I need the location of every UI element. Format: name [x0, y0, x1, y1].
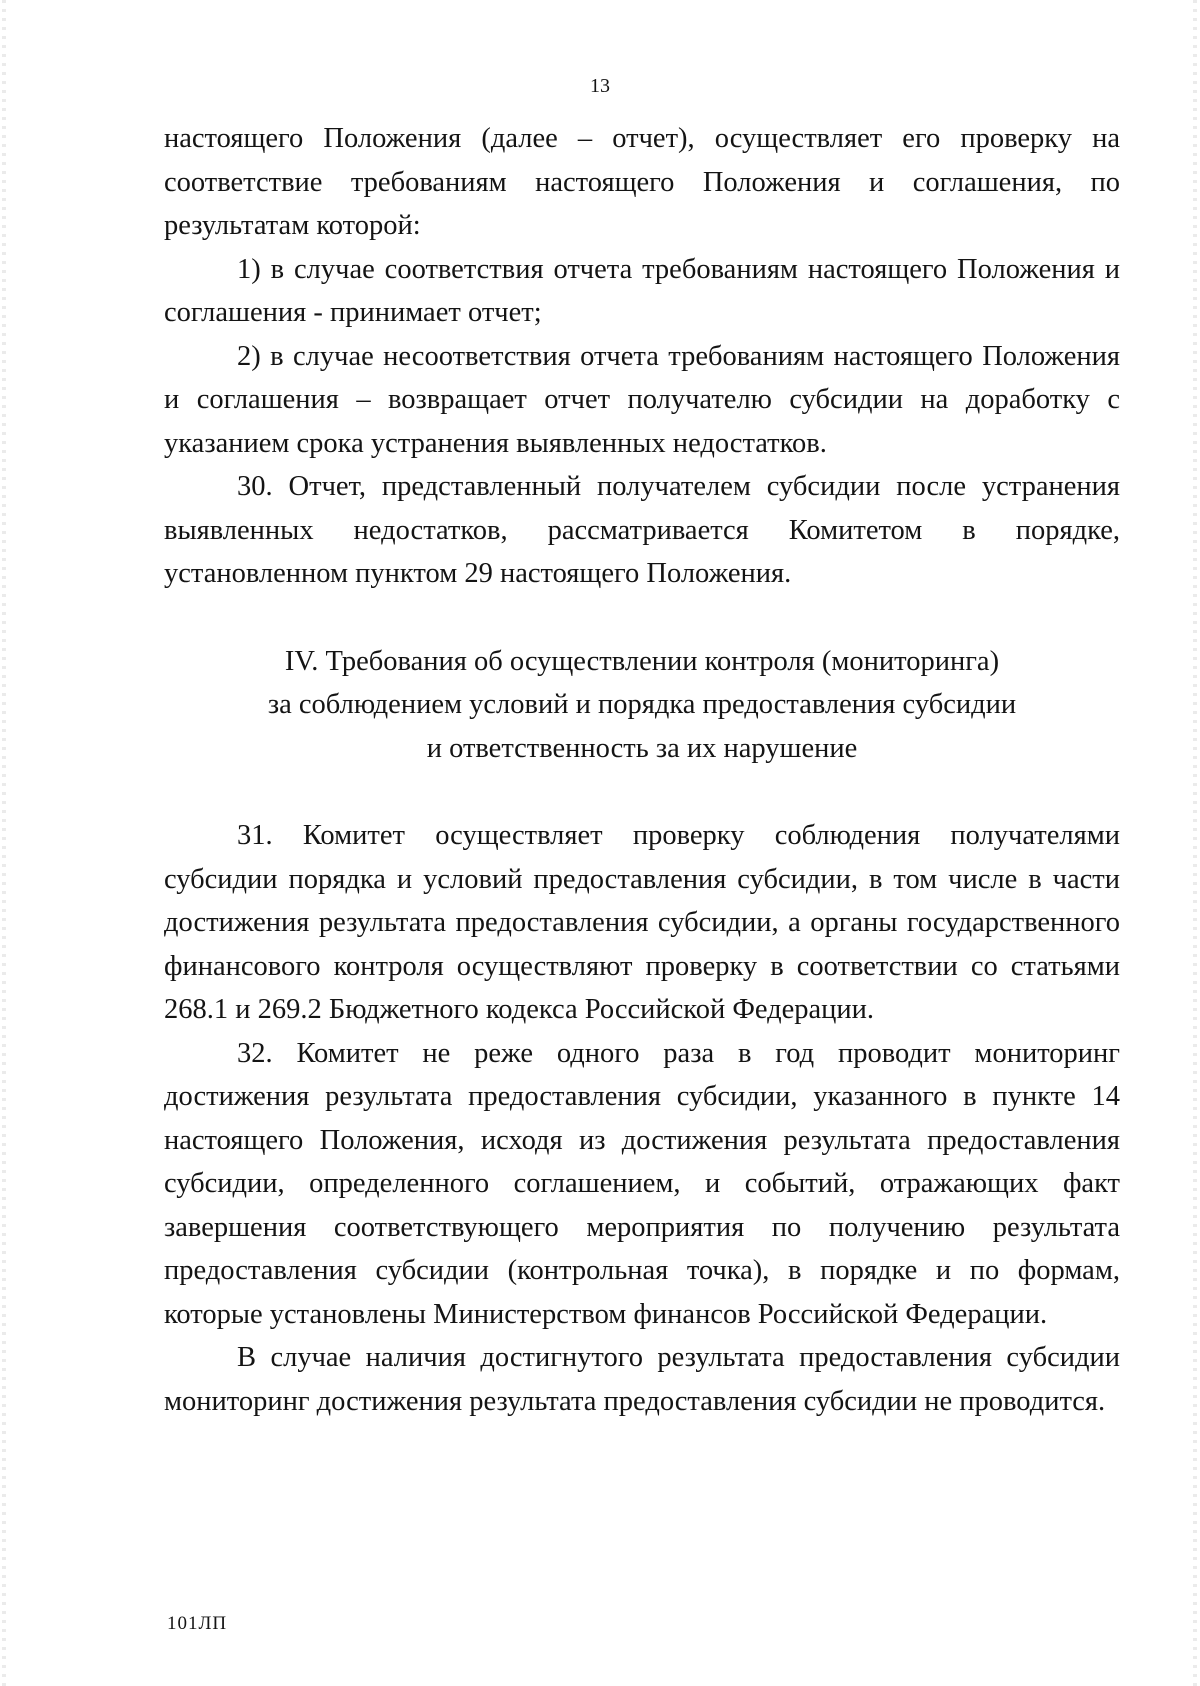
scan-edge-right [1193, 0, 1197, 1686]
section-spacer [164, 596, 1120, 640]
scan-edge-left [2, 0, 6, 1686]
paragraph-item-2: 2) в случае несоответствия отчета требованиям настоящего Положения и соглашения – возвращает отчет получателю субсидии на доработку с указанием срока устранения выявленных недостатков. [164, 340, 1120, 459]
document-code: 101ЛП [167, 1613, 228, 1634]
paragraph-30: 30. Отчет, представленный получателем субсидии после устранения выявленных недостатков, рассматривается Комитетом в порядке, установленном пунктом 29 настоящего Положения. [164, 471, 1120, 589]
paragraph-continuation: настоящего Положения (далее – отчет), осуществляет его проверку на соответствие требованиям настоящего Положения и соглашения, по результатам которой: [164, 123, 1120, 241]
section-heading [164, 640, 1120, 771]
paragraph-32: 32. Комитет не реже одного раза в год проводит мониторинг достижения результата предоставления субсидии, указанного в пункте 14 настоящего Положения, исходя из достижения результата предоставления субсидии, определенного соглашением, и событий, отражающих факт завершения соответствующего мероприятия по получению результата предоставления субсидии (контрольная точка), в порядке и по формам, которые установлены Министерством финансов Российской Федерации. [164, 1037, 1120, 1330]
paragraph-31: 31. Комитет осуществляет проверку соблюдения получателями субсидии порядка и условий предоставления субсидии, в том числе в части достижения результата предоставления субсидии, а органы государственного финансового контроля осуществляют проверку в соответствии со статьями 268.1 и 269.2 Бюджетного кодекса Российской Федерации. [164, 820, 1120, 1025]
section-heading-line-3: и ответственность за их нарушение [426, 732, 858, 764]
section-heading-line-2: за соблюдением условий и порядка предоставления субсидии [267, 689, 1017, 720]
section-heading-line-1: IV. Требования об осуществлении контроля (мониторинга) [284, 645, 1000, 677]
paragraph-item-1: 1) в случае соответствия отчета требованиям настоящего Положения и соглашения - принимает отчет; [164, 253, 1120, 328]
document-body [164, 117, 1120, 1423]
paragraph-32-continuation: В случае наличия достигнутого результата предоставления субсидии мониторинг достижения результата предоставления субсидии не проводится. [164, 1342, 1120, 1417]
section-spacer [164, 770, 1120, 814]
page-number: 13 [590, 75, 610, 97]
